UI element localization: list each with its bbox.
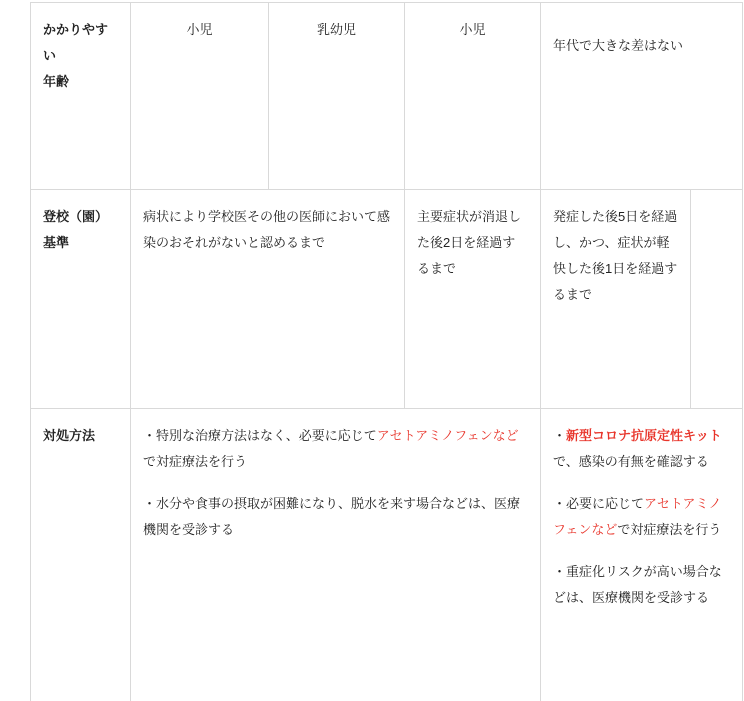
treatment-covid-p2-s2: アセトアミノフェンなど [553, 496, 722, 537]
cell-treatment-covid [541, 409, 743, 701]
table-row-school-criteria [31, 190, 743, 409]
cell-school-1: 病状により学校医その他の医師において感染のおそれがないと認めるまで [131, 190, 405, 409]
treatment-covid-para-2 [553, 491, 730, 543]
row-label-school-criteria [31, 190, 131, 409]
treatment-covid-p1-s1: ・ [553, 428, 567, 443]
cell-school-3: 発症した後5日を経過し、かつ、症状が軽快した後1日を経過するまで [541, 190, 691, 409]
treatment-general-para-2 [143, 491, 528, 543]
cell-age-4: 年代で大きな差はない [541, 3, 743, 190]
treatment-covid-p2-s1: ・必要に応じて [553, 496, 645, 511]
treatment-covid-p1-s2: 新型コロナ抗原定性キット [566, 428, 722, 443]
treatment-general-p2-s1: ・水分や食事の摂取が困難になり、脱水を来す場合などは、医療機関を受診する [143, 496, 521, 537]
cell-school-4-empty [691, 190, 743, 409]
treatment-general-p1-s2: アセトアミノフェンなど [376, 428, 519, 443]
treatment-covid-p2-s3: で対症療法を行う [617, 522, 722, 537]
treatment-general-para-1 [143, 423, 528, 475]
row-label-school-line1: 登校（園） [43, 209, 109, 224]
table-row-treatment [31, 409, 743, 701]
treatment-general-p1-s3: で対症療法を行う [143, 454, 248, 469]
treatment-covid-para-3 [553, 559, 730, 611]
row-label-age-line2: 年齢 [43, 74, 70, 89]
treatment-general-p1-s1: ・特別な治療方法はなく、必要に応じて [143, 428, 377, 443]
table-row-age [31, 3, 743, 190]
treatment-covid-p1-s3: で、感染の有無を確認する [553, 454, 709, 469]
treatment-covid-para-1 [553, 423, 730, 475]
cell-school-2: 主要症状が消退した後2日を経過するまで [405, 190, 541, 409]
treatment-covid-p3-s1: ・重症化リスクが高い場合などは、医療機関を受診する [553, 564, 722, 605]
cell-age-3: 小児 [405, 3, 541, 190]
row-label-school-line2: 基準 [43, 235, 70, 250]
row-label-age [31, 3, 131, 190]
comparison-table [30, 2, 743, 701]
row-label-treatment [31, 409, 131, 701]
cell-age-1: 小児 [131, 3, 269, 190]
cell-age-2: 乳幼児 [269, 3, 405, 190]
row-label-treatment-line1: 対処方法 [43, 428, 96, 443]
row-label-age-line1: かかりやすい [43, 22, 109, 63]
cell-treatment-general [131, 409, 541, 701]
